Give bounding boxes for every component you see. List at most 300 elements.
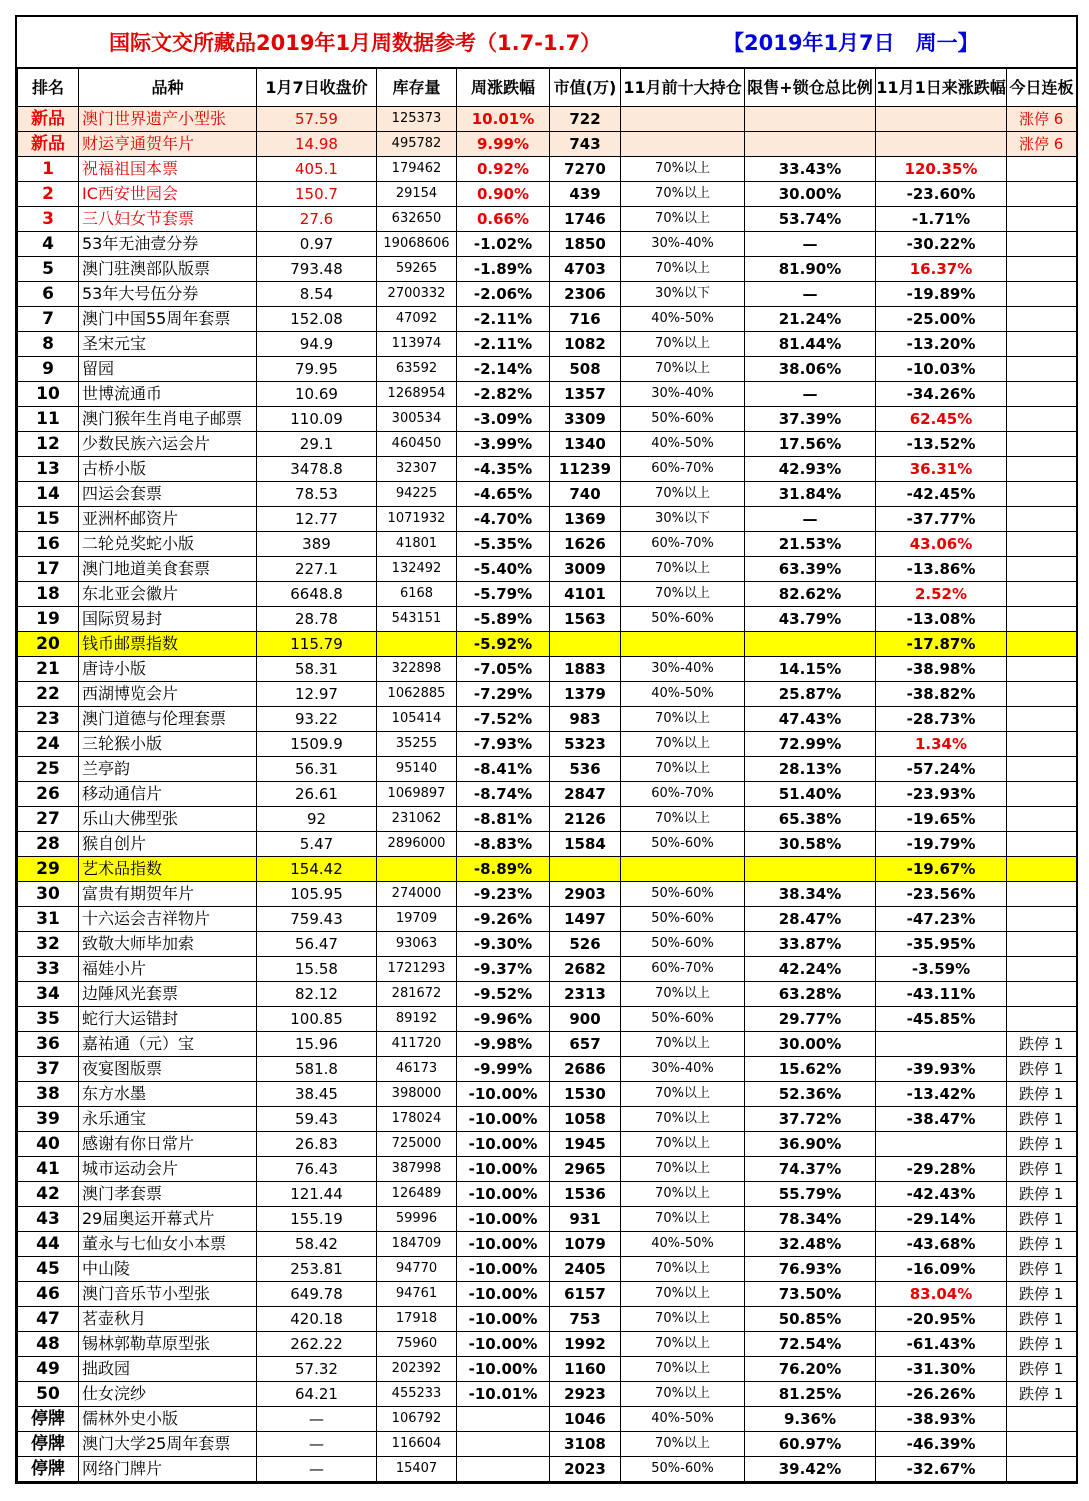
cell-since-nov1: -35.95% [876,932,1007,957]
cell-week-change: -10.00% [457,1282,550,1307]
cell-top10-holding: 50%-60% [621,832,745,857]
table-row [18,1207,1077,1232]
cell-stock: 1268954 [377,382,457,407]
cell-top10-holding: 70%以上 [621,1382,745,1407]
cell-streak [1007,1457,1077,1482]
cell-market-value: 2313 [550,982,621,1007]
cell-price: 26.61 [257,782,377,807]
cell-top10-holding: 70%以上 [621,182,745,207]
table-row [18,907,1077,932]
cell-market-value: 439 [550,182,621,207]
cell-locked-ratio: 53.74% [745,207,876,232]
cell-rank: 34 [18,982,79,1007]
table-row [18,1157,1077,1182]
cell-top10-holding: 30%-40% [621,232,745,257]
cell-week-change: -10.00% [457,1157,550,1182]
table-row [18,357,1077,382]
col-header-streak: 今日连板 [1007,69,1077,107]
cell-market-value: 4101 [550,582,621,607]
cell-locked-ratio: 37.72% [745,1107,876,1132]
cell-week-change: -7.29% [457,682,550,707]
cell-week-change: -5.35% [457,532,550,557]
cell-stock: 94770 [377,1257,457,1282]
cell-week-change: -1.02% [457,232,550,257]
cell-week-change: -8.89% [457,857,550,882]
cell-name: 53年大号伍分券 [79,282,257,307]
cell-stock: 35255 [377,732,457,757]
cell-market-value: 7270 [550,157,621,182]
cell-price: 6648.8 [257,582,377,607]
cell-price: 82.12 [257,982,377,1007]
cell-week-change: -10.00% [457,1082,550,1107]
cell-since-nov1: -45.85% [876,1007,1007,1032]
cell-locked-ratio: 50.85% [745,1307,876,1332]
cell-top10-holding: 50%-60% [621,607,745,632]
cell-week-change [457,1457,550,1482]
cell-week-change: -2.14% [457,357,550,382]
cell-locked-ratio: 81.44% [745,332,876,357]
cell-price: 121.44 [257,1182,377,1207]
table-row [18,1107,1077,1132]
cell-market-value: 6157 [550,1282,621,1307]
cell-streak [1007,507,1077,532]
cell-name: 四运会套票 [79,482,257,507]
cell-week-change: -7.05% [457,657,550,682]
cell-top10-holding: 30%-40% [621,1057,745,1082]
cell-streak [1007,632,1077,657]
cell-since-nov1: -38.98% [876,657,1007,682]
cell-market-value: 1563 [550,607,621,632]
cell-market-value: 2965 [550,1157,621,1182]
cell-streak [1007,907,1077,932]
cell-top10-holding: 50%-60% [621,932,745,957]
cell-rank: 48 [18,1332,79,1357]
cell-week-change: -5.79% [457,582,550,607]
cell-market-value: 1584 [550,832,621,857]
cell-stock: 126489 [377,1182,457,1207]
cell-since-nov1 [876,1032,1007,1057]
cell-stock: 94225 [377,482,457,507]
cell-locked-ratio: 51.40% [745,782,876,807]
cell-name: 少数民族六运会片 [79,432,257,457]
table-row [18,1182,1077,1207]
cell-top10-holding: 60%-70% [621,957,745,982]
cell-streak: 跌停 1 [1007,1157,1077,1182]
cell-stock: 106792 [377,1407,457,1432]
cell-streak [1007,432,1077,457]
cell-price: 94.9 [257,332,377,357]
cell-name: 29届奥运开幕式片 [79,1207,257,1232]
cell-market-value: 1497 [550,907,621,932]
table-row [18,557,1077,582]
cell-stock: 47092 [377,307,457,332]
cell-stock: 1071932 [377,507,457,532]
cell-price: 26.83 [257,1132,377,1157]
cell-market-value: 1369 [550,507,621,532]
cell-price: 155.19 [257,1207,377,1232]
cell-market-value [550,857,621,882]
cell-price: 58.31 [257,657,377,682]
cell-rank: 38 [18,1082,79,1107]
cell-since-nov1: -37.77% [876,507,1007,532]
cell-top10-holding: 70%以上 [621,1032,745,1057]
cell-since-nov1: -13.20% [876,332,1007,357]
cell-top10-holding [621,132,745,157]
cell-week-change: -9.30% [457,932,550,957]
cell-market-value: 2923 [550,1382,621,1407]
cell-locked-ratio: 81.90% [745,257,876,282]
cell-locked-ratio: 38.06% [745,357,876,382]
cell-name: 祝福祖国本票 [79,157,257,182]
cell-streak [1007,307,1077,332]
cell-week-change: -10.00% [457,1107,550,1132]
table-row [18,382,1077,407]
cell-locked-ratio: 42.93% [745,457,876,482]
cell-since-nov1 [876,132,1007,157]
cell-price: 92 [257,807,377,832]
table-row [18,1457,1077,1482]
cell-name: 致敬大师毕加索 [79,932,257,957]
cell-week-change: 10.01% [457,107,550,132]
cell-week-change: -9.23% [457,882,550,907]
cell-stock: 387998 [377,1157,457,1182]
cell-name: 董永与七仙女小本票 [79,1232,257,1257]
cell-rank: 11 [18,407,79,432]
cell-top10-holding: 70%以上 [621,482,745,507]
table-row [18,607,1077,632]
cell-top10-holding: 70%以上 [621,1107,745,1132]
cell-price: 152.08 [257,307,377,332]
cell-week-change: 0.66% [457,207,550,232]
cell-name: IC西安世园会 [79,182,257,207]
cell-week-change: -8.81% [457,807,550,832]
cell-rank: 41 [18,1157,79,1182]
col-header-price: 1月7日收盘价 [257,69,377,107]
cell-locked-ratio: 47.43% [745,707,876,732]
cell-since-nov1: -26.26% [876,1382,1007,1407]
table-row [18,432,1077,457]
cell-stock: 398000 [377,1082,457,1107]
cell-since-nov1: -38.93% [876,1407,1007,1432]
cell-price: 29.1 [257,432,377,457]
cell-week-change: -10.01% [457,1382,550,1407]
cell-locked-ratio: 9.36% [745,1407,876,1432]
cell-stock: 322898 [377,657,457,682]
cell-price: 105.95 [257,882,377,907]
cell-locked-ratio: 31.84% [745,482,876,507]
cell-locked-ratio: 81.25% [745,1382,876,1407]
cell-rank: 39 [18,1107,79,1132]
cell-rank: 47 [18,1307,79,1332]
cell-week-change: -8.83% [457,832,550,857]
cell-locked-ratio: — [745,282,876,307]
cell-name: 澳门音乐节小型张 [79,1282,257,1307]
cell-streak [1007,207,1077,232]
cell-price: 58.42 [257,1232,377,1257]
cell-name: 圣宋元宝 [79,332,257,357]
cell-name: 三轮猴小版 [79,732,257,757]
cell-streak [1007,332,1077,357]
col-header-since-nov1: 11月1日来涨跌幅 [876,69,1007,107]
table-row [18,1282,1077,1307]
cell-streak [1007,557,1077,582]
cell-locked-ratio: 33.87% [745,932,876,957]
cell-since-nov1: -13.08% [876,607,1007,632]
cell-market-value: 1945 [550,1132,621,1157]
cell-streak: 涨停 6 [1007,132,1077,157]
cell-market-value: 11239 [550,457,621,482]
cell-rank: 8 [18,332,79,357]
table-row [18,957,1077,982]
cell-top10-holding: 70%以上 [621,1157,745,1182]
table-row [18,157,1077,182]
cell-since-nov1: -28.73% [876,707,1007,732]
cell-top10-holding: 70%以上 [621,757,745,782]
cell-since-nov1: -13.52% [876,432,1007,457]
cell-since-nov1: -31.30% [876,1357,1007,1382]
cell-top10-holding: 70%以上 [621,732,745,757]
cell-price: 78.53 [257,482,377,507]
cell-top10-holding: 70%以上 [621,807,745,832]
cell-since-nov1: -19.79% [876,832,1007,857]
cell-stock: 543151 [377,607,457,632]
cell-streak: 跌停 1 [1007,1282,1077,1307]
cell-rank: 15 [18,507,79,532]
cell-price: 262.22 [257,1332,377,1357]
cell-locked-ratio: 28.47% [745,907,876,932]
table-row [18,332,1077,357]
cell-locked-ratio: 63.39% [745,557,876,582]
cell-price: — [257,1407,377,1432]
cell-week-change: -8.74% [457,782,550,807]
cell-market-value: 2686 [550,1057,621,1082]
cell-top10-holding: 70%以上 [621,982,745,1007]
title-bar [17,17,1076,68]
cell-name: 蛇行大运错封 [79,1007,257,1032]
table-body [18,107,1077,1482]
cell-streak [1007,757,1077,782]
cell-since-nov1: -13.86% [876,557,1007,582]
cell-rank: 24 [18,732,79,757]
cell-rank: 31 [18,907,79,932]
cell-week-change: -7.93% [457,732,550,757]
cell-streak: 跌停 1 [1007,1132,1077,1157]
cell-week-change: -1.89% [457,257,550,282]
cell-price: 793.48 [257,257,377,282]
cell-rank: 22 [18,682,79,707]
cell-rank: 10 [18,382,79,407]
cell-top10-holding: 60%-70% [621,532,745,557]
cell-locked-ratio: 78.34% [745,1207,876,1232]
cell-top10-holding: 50%-60% [621,1457,745,1482]
cell-name: 福娃小片 [79,957,257,982]
cell-market-value: 900 [550,1007,621,1032]
cell-since-nov1 [876,107,1007,132]
cell-since-nov1: -42.45% [876,482,1007,507]
cell-name: 亚洲杯邮资片 [79,507,257,532]
cell-week-change: -2.11% [457,307,550,332]
cell-price: 79.95 [257,357,377,382]
cell-streak: 跌停 1 [1007,1382,1077,1407]
cell-price: 14.98 [257,132,377,157]
cell-streak: 跌停 1 [1007,1232,1077,1257]
cell-top10-holding: 30%-40% [621,657,745,682]
cell-top10-holding: 50%-60% [621,1007,745,1032]
cell-stock: 93063 [377,932,457,957]
cell-price: 93.22 [257,707,377,732]
cell-name: 澳门世界遗产小型张 [79,107,257,132]
table-row [18,482,1077,507]
table-row [18,632,1077,657]
cell-market-value: 2023 [550,1457,621,1482]
cell-rank: 2 [18,182,79,207]
cell-top10-holding: 60%-70% [621,782,745,807]
cell-market-value: 3108 [550,1432,621,1457]
cell-rank: 29 [18,857,79,882]
cell-streak: 跌停 1 [1007,1307,1077,1332]
cell-stock: 2896000 [377,832,457,857]
cell-locked-ratio: 76.93% [745,1257,876,1282]
cell-price: 154.42 [257,857,377,882]
cell-price: 12.97 [257,682,377,707]
cell-rank: 33 [18,957,79,982]
cell-stock: 281672 [377,982,457,1007]
cell-stock: 460450 [377,432,457,457]
cell-name: 移动通信片 [79,782,257,807]
cell-price: 649.78 [257,1282,377,1307]
cell-streak: 跌停 1 [1007,1032,1077,1057]
cell-rank: 20 [18,632,79,657]
cell-locked-ratio [745,132,876,157]
cell-price: 1509.9 [257,732,377,757]
sheet-date: 【2019年1月7日 周一】 [723,31,979,55]
cell-streak [1007,1432,1077,1457]
col-header-week-change: 周涨跌幅 [457,69,550,107]
cell-streak [1007,407,1077,432]
cell-name: 艺术品指数 [79,857,257,882]
cell-name: 儒林外史小版 [79,1407,257,1432]
cell-top10-holding: 60%-70% [621,457,745,482]
cell-locked-ratio: 17.56% [745,432,876,457]
table-row [18,532,1077,557]
cell-since-nov1: -43.68% [876,1232,1007,1257]
cell-streak [1007,707,1077,732]
cell-locked-ratio: 65.38% [745,807,876,832]
cell-top10-holding: 70%以上 [621,1257,745,1282]
cell-market-value: 3009 [550,557,621,582]
cell-since-nov1: -23.56% [876,882,1007,907]
cell-stock: 113974 [377,332,457,357]
cell-stock: 89192 [377,1007,457,1032]
cell-streak [1007,257,1077,282]
cell-market-value: 1082 [550,332,621,357]
cell-name: 猴自创片 [79,832,257,857]
cell-stock: 632650 [377,207,457,232]
cell-market-value: 753 [550,1307,621,1332]
cell-streak [1007,957,1077,982]
cell-streak [1007,607,1077,632]
cell-locked-ratio: 39.42% [745,1457,876,1482]
cell-name: 留园 [79,357,257,382]
cell-streak [1007,182,1077,207]
cell-name: 澳门猴年生肖电子邮票 [79,407,257,432]
cell-locked-ratio: 21.53% [745,532,876,557]
cell-name: 十六运会吉祥物片 [79,907,257,932]
table-row [18,707,1077,732]
cell-price: — [257,1432,377,1457]
cell-rank: 5 [18,257,79,282]
cell-since-nov1: -23.60% [876,182,1007,207]
table-row [18,682,1077,707]
cell-locked-ratio: 73.50% [745,1282,876,1307]
table-row [18,1407,1077,1432]
cell-top10-holding: 70%以上 [621,707,745,732]
cell-since-nov1: -19.89% [876,282,1007,307]
cell-week-change: -8.41% [457,757,550,782]
cell-stock: 17918 [377,1307,457,1332]
cell-since-nov1: -16.09% [876,1257,1007,1282]
cell-streak: 跌停 1 [1007,1332,1077,1357]
cell-market-value: 1626 [550,532,621,557]
cell-locked-ratio: 28.13% [745,757,876,782]
cell-week-change: -2.82% [457,382,550,407]
cell-market-value: 2126 [550,807,621,832]
cell-price: 64.21 [257,1382,377,1407]
cell-locked-ratio [745,107,876,132]
cell-streak [1007,807,1077,832]
cell-since-nov1: -29.28% [876,1157,1007,1182]
cell-market-value: 740 [550,482,621,507]
cell-name: 富贵有期贺年片 [79,882,257,907]
table-row [18,1132,1077,1157]
cell-locked-ratio: — [745,232,876,257]
cell-streak: 跌停 1 [1007,1107,1077,1132]
cell-streak [1007,582,1077,607]
cell-name: 感谢有你日常片 [79,1132,257,1157]
cell-top10-holding: 70%以上 [621,557,745,582]
table-row [18,257,1077,282]
cell-since-nov1: 43.06% [876,532,1007,557]
cell-stock: 105414 [377,707,457,732]
cell-locked-ratio: 30.58% [745,832,876,857]
cell-since-nov1: -42.43% [876,1182,1007,1207]
cell-name: 澳门孝套票 [79,1182,257,1207]
cell-market-value: 931 [550,1207,621,1232]
cell-top10-holding: 70%以上 [621,257,745,282]
cell-since-nov1: 83.04% [876,1282,1007,1307]
cell-streak [1007,232,1077,257]
table-row [18,782,1077,807]
cell-price: 5.47 [257,832,377,857]
cell-market-value: 1379 [550,682,621,707]
cell-top10-holding [621,632,745,657]
cell-stock: 274000 [377,882,457,907]
cell-since-nov1: -19.65% [876,807,1007,832]
cell-price: 100.85 [257,1007,377,1032]
cell-price: 110.09 [257,407,377,432]
cell-market-value: 3309 [550,407,621,432]
cell-week-change: -7.52% [457,707,550,732]
table-row [18,457,1077,482]
cell-top10-holding: 70%以上 [621,1357,745,1382]
cell-market-value: 983 [550,707,621,732]
cell-market-value: 526 [550,932,621,957]
table-row [18,1357,1077,1382]
table-row [18,832,1077,857]
cell-rank: 7 [18,307,79,332]
cell-since-nov1: -32.67% [876,1457,1007,1482]
cell-top10-holding: 70%以上 [621,582,745,607]
